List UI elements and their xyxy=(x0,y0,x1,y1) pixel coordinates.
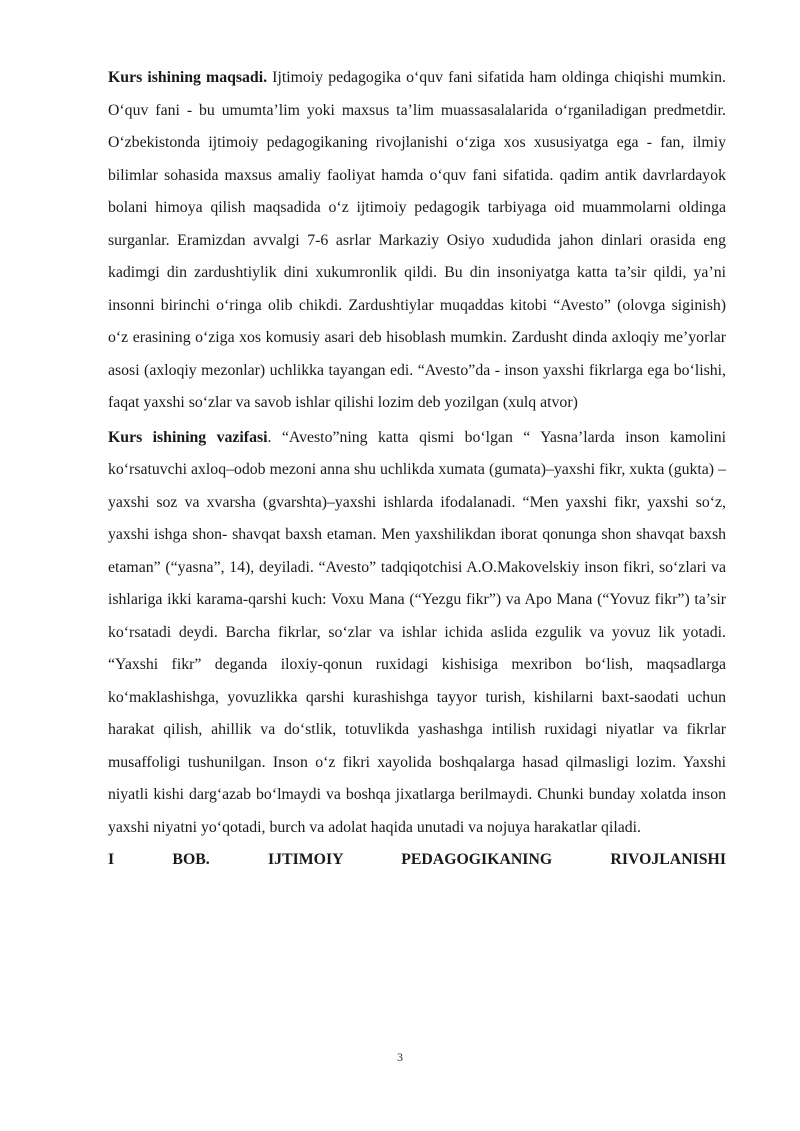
chapter-heading: I BOB. IJTIMOIY PEDAGOGIKANING RIVOJLANISHI xyxy=(108,851,726,868)
paragraph-lead: Kurs ishining maqsadi. xyxy=(108,69,268,86)
page-number: 3 xyxy=(397,1050,403,1064)
paragraph-course-goal xyxy=(108,62,726,420)
paragraph-course-tasks xyxy=(108,422,726,845)
paragraph-text: . “Avesto”ning katta qismi bo‘lgan “ Yasna’larda inson kamolini ko‘rsatuvchi axloq–odob mezoni anna shu uchlikda xumata (gumata)–yaxshi fikr, xukta (gukta) –yaxshi soz va xvarsha (gvarshta)–yaxshi ishlarda ifodalanadi. “Men yaxshi fikr, yaxshi so‘z, yaxshi ishga shon- shavqat baxsh etaman. Men yaxshilikdan iborat qonunga shon shavqat baxsh etaman” (“yasna”, 14), deyiladi. “Avesto” tadqiqotchisi A.O.Makovelskiy inson fikri, so‘zlari va ishlariga ikki karama-qarshi kuch: Voxu Mana (“Yezgu fikr”) va Apo Mana (“Yovuz fikr”) ta’sir ko‘rsatadi deydi. Barcha fikrlar, so‘zlar va ishlar ichida aslida ezgulik va yovuz lik yotadi. “Yaxshi fikr” deganda iloxiy-qonun ruxidagi kishisiga mexribon bo‘lish, maqsadlarga ko‘maklashishga, yovuzlikka qarshi kurashishga tayyor turish, kishilarni baxt-saodati uchun harakat qilish, ahillik va do‘stlik, totuvlikda yashashga intilish ruxidagi niyatlar va fikrlar musaffoligi tushunilgan. Inson o‘z fikri xayolida boshqalarga hasad qilmasligi lozim. Yaxshi niyatli kishi darg‘azab bo‘lmaydi va boshqa jixatlarga berilmaydi. Chunki bunday xolatda inson yaxshi niyatni yo‘qotadi, burch va adolat haqida unutadi va nojuya harakatlar qiladi. xyxy=(108,428,727,836)
document-body xyxy=(108,62,726,877)
paragraph-text: Ijtimoiy pedagogika o‘quv fani sifatida ham oldinga chiqishi mumkin. O‘quv fani - bu umumta’lim yoki maxsus ta’lim muassasalalarida o‘rganiladigan predmetdir. O‘zbekistonda ijtimoiy pedagogikaning rivojlanishi o‘ziga xos xususiyatga ega - fan, ilmiy bilimlar sohasida maxsus amaliy faoliyat hamda o‘quv fani sifatida. qadim antik davrlardayok bolani himoya qilish maqsadida o‘z ijtimoiy pedagogik tarbiyaga oid muammolarni oldinga surganlar. Eramizdan avvalgi 7-6 asrlar Markaziy Osiyo xududida jahon dinlari orasida eng kadimgi din zardushtiylik dini xukumronlik qildi. Bu din insoniyatga katta ta’sir qildi, ya’ni insonni birinchi o‘ringa olib chikdi. Zardushtiylar muqaddas kitobi “Avesto” (olovga siginish) o‘z erasining o‘ziga xos komusiy asari deb hisoblash mumkin. Zardusht dinda axloqiy me’yorlar asosi (axloqiy mezonlar) uchlikka tayangan edi. “Avesto”da - inson yaxshi fikrlarga ega bo‘lishi, faqat yaxshi so‘zlar va savob ishlar qilishi lozim deb yozilgan (xulq atvor) xyxy=(108,69,726,411)
paragraph-lead: Kurs ishining vazifasi xyxy=(108,428,268,446)
